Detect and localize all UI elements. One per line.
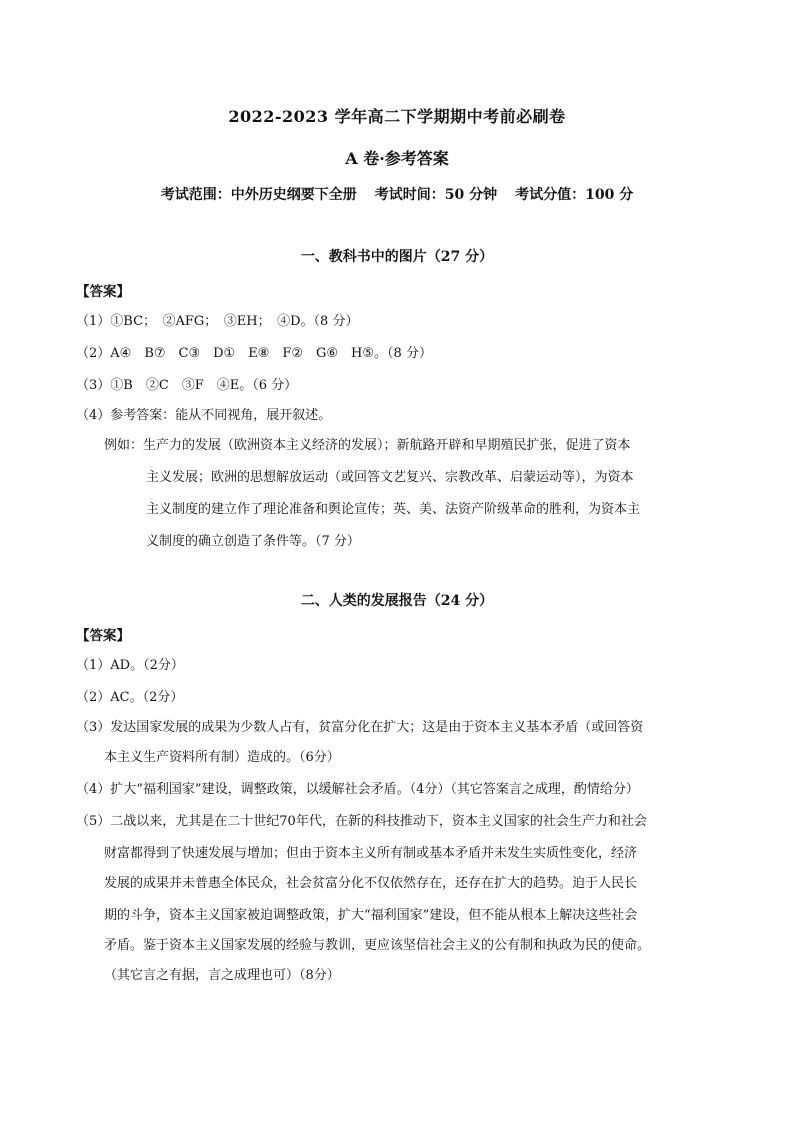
answer-line: （5）二战以来，尤其是在二十世纪70年代，在新的科技推动下，资本主义国家的社会生产力和社会 <box>76 814 647 829</box>
exam-info <box>0 184 794 204</box>
answer-line: （2）AC。（2分） <box>76 690 184 705</box>
answer-line: （4）参考答案：能从不同视角，展开叙述。 <box>76 408 332 423</box>
exam-score: 考试分值：100 分 <box>515 187 634 203</box>
answer-line: 义制度的确立创造了条件等。（7 分） <box>146 534 360 549</box>
answer-line: （1）AD。（2分） <box>76 658 184 673</box>
page-title: 2022-2023 学年高二下学期期中考前必刷卷 <box>228 107 566 126</box>
section-heading-1: 一、教科书中的图片（27 分） <box>300 249 494 265</box>
answer-line: 矛盾。鉴于资本主义国家发展的经验与教训，更应该坚信社会主义的公有制和执政为民的使命。 <box>104 938 651 953</box>
page-subtitle: A 卷·参考答案 <box>345 149 449 168</box>
exam-time: 考试时间：50 分钟 <box>374 187 498 203</box>
answer-label-2: 【答案】 <box>76 628 130 644</box>
answer-line: （1）①BC； ②AFG； ③EH； ④D。（8 分） <box>76 314 359 329</box>
answer-line: 发展的成果并未普惠全体民众，社会贫富分化不仅依然存在，还存在扩大的趋势。迫于人民长 <box>104 876 638 891</box>
answer-line: 期的斗争，资本主义国家被迫调整政策，扩大“福利国家”建设，但不能从根本上解决这些社会 <box>104 908 638 923</box>
answer-label-1: 【答案】 <box>76 284 130 300</box>
answer-line: 例如：生产力的发展（欧洲资本主义经济的发展）；新航路开辟和早期殖民扩张，促进了资本 <box>104 438 631 453</box>
exam-scope: 考试范围：中外历史纲要下全册 <box>160 187 357 203</box>
answer-line: （2）A④ B⑦ C③ D① E⑧ F② G⑥ H⑤。（8 分） <box>76 346 432 361</box>
section-heading-2: 二、人类的发展报告（24 分） <box>300 593 494 609</box>
answer-line: （3）①B ②C ③F ④E。（6 分） <box>76 378 298 393</box>
answer-line: 主义制度的建立作了理论准备和舆论宣传；英、美、法资产阶级革命的胜利，为资本主 <box>146 502 641 517</box>
answer-line: 本主义生产资料所有制）造成的。（6分） <box>104 750 340 765</box>
answer-line: 财富都得到了快速发展与增加；但由于资本主义所有制或基本矛盾并未发生实质性变化，经济 <box>104 846 638 861</box>
answer-line: （4）扩大“福利国家”建设，调整政策，以缓解社会矛盾。（4分）（其它答案言之成理，酌情给分） <box>76 782 639 797</box>
answer-line: 主义发展；欧洲的思想解放运动（或回答文艺复兴、宗教改革、启蒙运动等），为资本 <box>146 470 634 485</box>
answer-line: （其它言之有据，言之成理也可）（8分） <box>104 968 340 983</box>
answer-line: （3）发达国家发展的成果为少数人占有，贫富分化在扩大；这是由于资本主义基本矛盾（或回答资 <box>76 720 644 735</box>
